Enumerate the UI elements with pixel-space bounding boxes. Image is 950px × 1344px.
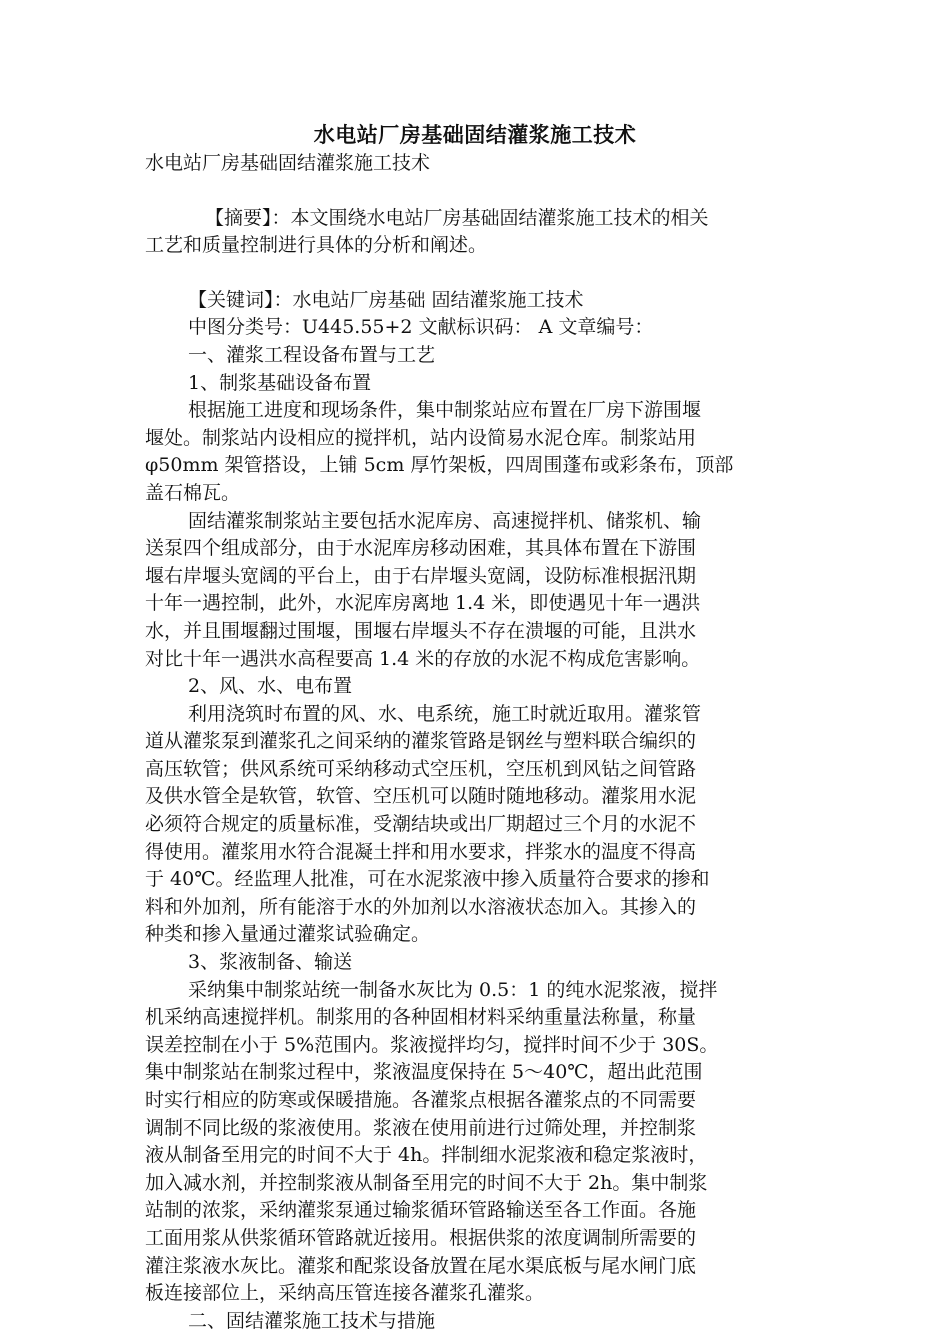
spacer — [145, 178, 805, 205]
paragraph-line: 采纳集中制浆站统一制备水灰比为 0.5：1 的纯水泥浆液，搅拌 — [188, 978, 718, 1001]
abstract-line-1: 【摘要】：本文围绕水电站厂房基础固结灌浆施工技术的相关 — [205, 206, 709, 229]
document-title: 水电站厂房基础固结灌浆施工技术 — [313, 122, 637, 147]
paragraph-line: 种类和掺入量通过灌浆试验确定。 — [145, 923, 431, 946]
paragraph-line: 对比十年一遇洪水高程要高 1.4 米的存放的水泥不构成危害影响。 — [145, 647, 701, 670]
abstract-line-2: 工艺和质量控制进行具体的分析和阐述。 — [145, 234, 488, 257]
paragraph-line: 于 40℃。经监理人批准，可在水泥浆液中掺入质量符合要求的掺和 — [145, 868, 710, 891]
paragraph-line: 盖石棉瓦。 — [145, 481, 241, 504]
paragraph-line: 十年一遇控制，此外，水泥库房离地 1.4 米，即使遇见十年一遇洪 — [145, 592, 701, 615]
spacer — [145, 260, 805, 287]
paragraph-line: 根据施工进度和现场条件，集中制浆站应布置在厂房下游围堰 — [188, 399, 702, 422]
paragraph-line: φ50mm 架管搭设，上铺 5cm 厚竹架板，四周围蓬布或彩条布，顶部 — [145, 454, 734, 477]
paragraph-line: 站制的浓浆，采纳灌浆泵通过输浆循环管路输送至各工作面。各施 — [145, 1199, 697, 1222]
paragraph-line: 得使用。灌浆用水符合混凝土拌和用水要求，拌浆水的温度不得高 — [145, 840, 697, 863]
paragraph-line: 液从制备至用完的时间不大于 4h。拌制细水泥浆液和稳定浆液时， — [145, 1144, 708, 1167]
paragraph-line: 集中制浆站在制浆过程中，浆液温度保持在 5～40℃，超出此范围 — [145, 1061, 703, 1084]
document-page — [145, 120, 805, 1335]
paragraph-line: 板连接部位上，采纳高压管连接各灌浆孔灌浆。 — [145, 1282, 545, 1305]
paragraph-line: 高压软管；供风系统可采纳移动式空压机，空压机到风钻之间管路 — [145, 757, 697, 780]
paragraph-1 — [145, 397, 805, 507]
keywords: 【关键词】：水电站厂房基础 固结灌浆施工技术 — [188, 288, 584, 311]
paragraph-3 — [145, 701, 805, 949]
paragraph-line: 工面用浆从供浆循环管路就近接用。根据供浆的浓度调制所需要的 — [145, 1226, 697, 1249]
section-heading-2: 二、固结灌浆施工技术与措施 — [188, 1309, 436, 1332]
paragraph-4 — [145, 977, 805, 1308]
paragraph-line: 加入减水剂，并控制浆液从制备至用完的时间不大于 2h。集中制浆 — [145, 1171, 708, 1194]
paragraph-line: 必须符合规定的质量标准，受潮结块或出厂期超过三个月的水泥不 — [145, 813, 697, 836]
paragraph-line: 水，并且围堰翻过围堰，围堰右岸堰头不存在溃堰的可能，且洪水 — [145, 619, 697, 642]
paragraph-line: 料和外加剂，所有能溶于水的外加剂以水溶液状态加入。其掺入的 — [145, 895, 697, 918]
paragraph-line: 堰处。制浆站内设相应的搅拌机，站内设简易水泥仓库。制浆站用 — [145, 426, 697, 449]
paragraph-line: 机采纳高速搅拌机。制浆用的各种固相材料采纳重量法称量，称量 — [145, 1006, 697, 1029]
paragraph-line: 调制不同比级的浆液使用。浆液在使用前进行过筛处理，并控制浆 — [145, 1116, 697, 1139]
paragraph-line: 堰右岸堰头宽阔的平台上，由于右岸堰头宽阔，设防标准根据汛期 — [145, 564, 697, 587]
paragraph-line: 道从灌浆泵到灌浆孔之间采纳的灌浆管路是钢丝与塑料联合编织的 — [145, 730, 697, 753]
classification: 中图分类号：U445.55+2 文献标识码： A 文章编号： — [188, 316, 654, 339]
subsection-heading-1: 1、制浆基础设备布置 — [188, 371, 372, 394]
subsection-heading-3: 3、浆液制备、输送 — [188, 951, 353, 974]
paragraph-line: 利用浇筑时布置的风、水、电系统，施工时就近取用。灌浆管 — [188, 702, 702, 725]
paragraph-line: 误差控制在小于 5%范围内。浆液搅拌均匀，搅拌时间不少于 30S。 — [145, 1033, 719, 1056]
paragraph-line: 固结灌浆制浆站主要包括水泥库房、高速搅拌机、储浆机、输 — [188, 509, 702, 532]
section-heading-1: 一、灌浆工程设备布置与工艺 — [188, 343, 436, 366]
paragraph-line: 灌注浆液水灰比。灌浆和配浆设备放置在尾水渠底板与尾水闸门底 — [145, 1254, 697, 1277]
paragraph-line: 送泵四个组成部分，由于水泥库房移动困难，其具体布置在下游围 — [145, 537, 697, 560]
document-subtitle: 水电站厂房基础固结灌浆施工技术 — [145, 152, 431, 174]
paragraph-2 — [145, 508, 805, 674]
paragraph-line: 及供水管全是软管，软管、空压机可以随时随地移动。灌浆用水泥 — [145, 785, 697, 808]
paragraph-line: 时实行相应的防寒或保暖措施。各灌浆点根据各灌浆点的不同需要 — [145, 1089, 697, 1111]
subsection-heading-2: 2、风、水、电布置 — [188, 675, 353, 698]
